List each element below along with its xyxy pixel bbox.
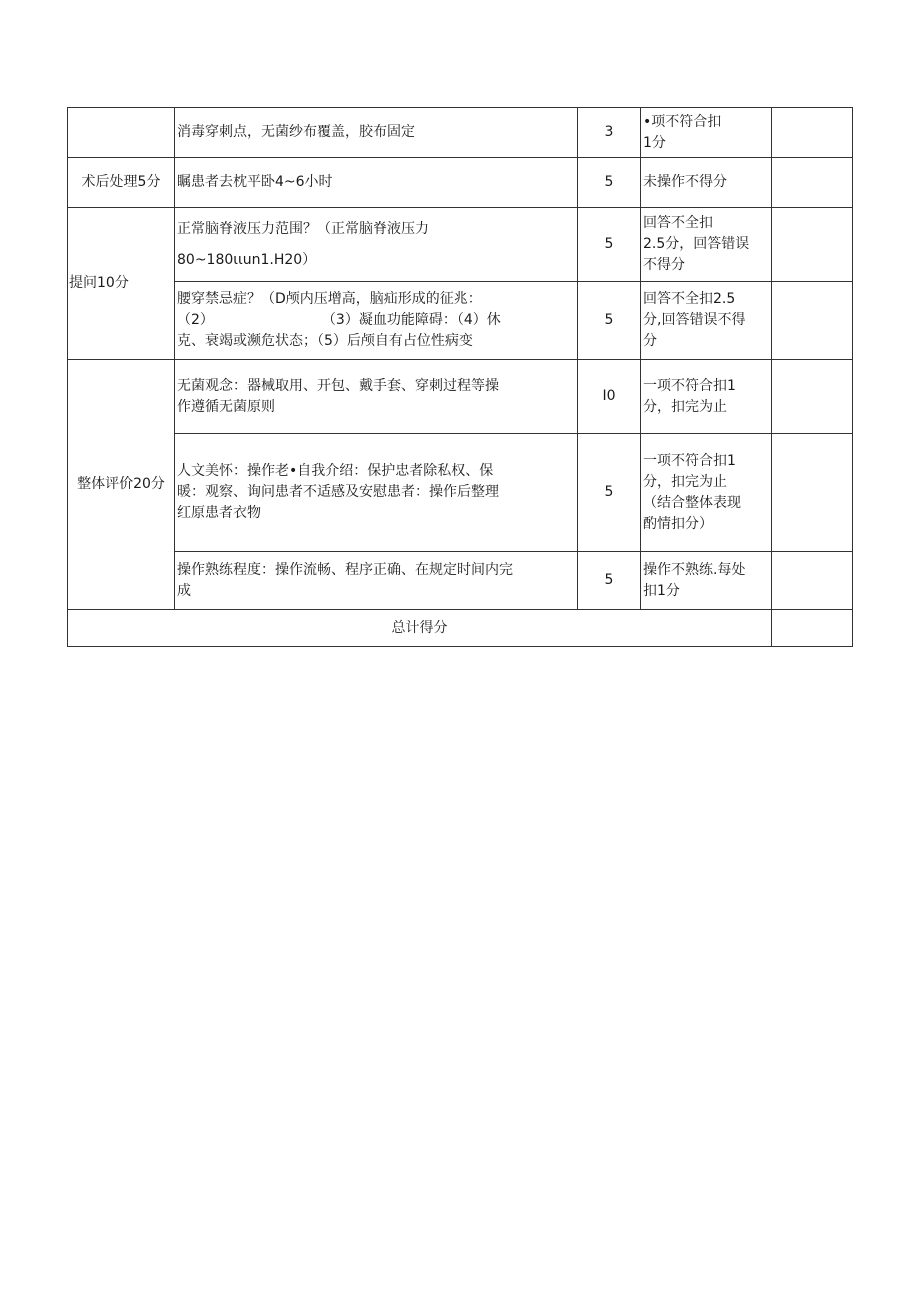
item-content: 瞩患者去枕平卧4~6小时 [175,158,578,208]
item-content: 人文美怀：操作老•自我介绍：保护忠者除私权、保 暖：观察、询问患者不适感及安慰患者：操作后整理 红原患者衣物 [175,434,578,552]
table-row [68,434,853,552]
item-score: 5 [578,434,641,552]
total-label: 总计得分 [68,610,772,647]
actual-score-cell [772,360,853,434]
scoring-table [67,107,853,647]
category-question: 提问10分 [68,208,175,360]
item-score: I0 [578,360,641,434]
deduction-note: •项不符合扣 1分 [641,108,772,158]
item-content: 消毒穿刺点，无菌纱布覆盖，胶布固定 [175,108,578,158]
item-content: 无菌观念：器械取用、开包、戴手套、穿刺过程等操 作遵循无菌原则 [175,360,578,434]
deduction-note: 回答不全扣2.5 分,回答错误不得 分 [641,282,772,360]
deduction-note: 操作不熟练.每处 扣1分 [641,552,772,610]
item-score: 5 [578,158,641,208]
deduction-note: 一项不符合扣1 分，扣完为止 [641,360,772,434]
item-score: 5 [578,208,641,282]
total-score-cell [772,610,853,647]
actual-score-cell [772,108,853,158]
table-row [68,360,853,434]
actual-score-cell [772,208,853,282]
total-row [68,610,853,647]
actual-score-cell [772,434,853,552]
item-content: 操作熟练程度：操作流畅、程序正确、在规定时间内完 成 [175,552,578,610]
table-row [68,282,853,360]
table-row [68,108,853,158]
table-row [68,158,853,208]
actual-score-cell [772,552,853,610]
actual-score-cell [772,282,853,360]
item-score: 5 [578,282,641,360]
deduction-note: 一项不符合扣1 分，扣完为止 （结合整体表现 酌情扣分） [641,434,772,552]
item-score: 5 [578,552,641,610]
category-post-op: 术后处理5分 [68,158,175,208]
table-row [68,552,853,610]
item-content: 正常脑脊液压力范围？（正常脑脊液压力 80~180ιιun1.H20） [175,208,578,282]
category-cell-empty [68,108,175,158]
table-row [68,208,853,282]
scoring-sheet [67,107,853,647]
item-score: 3 [578,108,641,158]
category-overall: 整体评价20分 [68,360,175,610]
deduction-note: 回答不全扣 2.5分，回答错误 不得分 [641,208,772,282]
deduction-note: 未操作不得分 [641,158,772,208]
actual-score-cell [772,158,853,208]
item-content: 腰穿禁忌症？（D颅内压增高，脑疝形成的征兆： （2） （3）凝血功能障碍：（4）休 克、衰竭或濒危状态；（5）后颅自有占位性病变 [175,282,578,360]
